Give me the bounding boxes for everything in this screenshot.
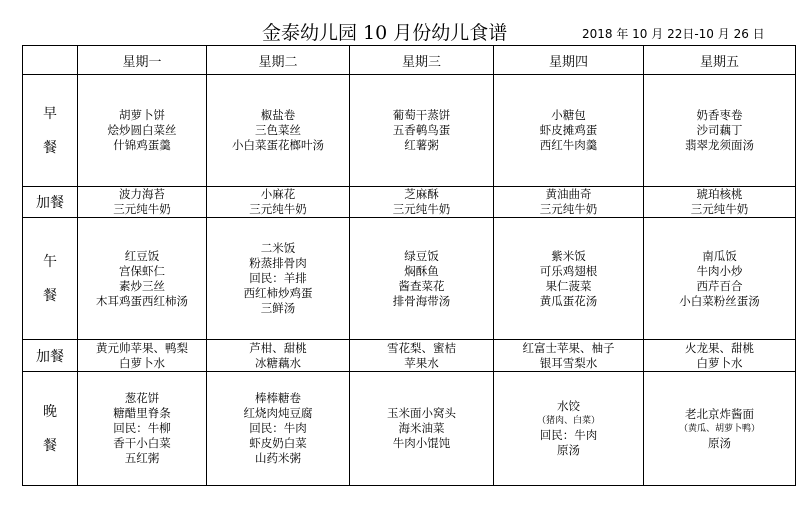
dish-item: 三元纯牛奶 bbox=[113, 202, 171, 216]
dish-item: 回民：羊排 bbox=[249, 271, 307, 285]
dish-item: 三元纯牛奶 bbox=[539, 202, 598, 216]
dish-item: 回民：牛肉 bbox=[539, 428, 598, 442]
meal-label bbox=[23, 75, 78, 187]
menu-cell bbox=[78, 75, 207, 187]
day-header: 星期三 bbox=[350, 46, 494, 75]
menu-cell bbox=[78, 187, 207, 218]
dish-item: 紫米饭 bbox=[551, 248, 586, 263]
dish-item: 虾皮奶白菜 bbox=[249, 436, 307, 450]
header-row bbox=[23, 46, 796, 75]
dish-item: 牛肉小炒 bbox=[696, 263, 743, 278]
meal-label bbox=[23, 340, 78, 372]
dish-item: 棒棒糖卷 bbox=[255, 391, 301, 405]
menu-cell bbox=[78, 218, 207, 340]
dish-item: 雪花梨、蜜桔 bbox=[387, 340, 456, 355]
meal-row bbox=[23, 218, 796, 340]
dish-item: 可乐鸡翅根 bbox=[539, 263, 598, 278]
dish-item: 胡萝卜饼 bbox=[119, 108, 165, 122]
date-range: 2018 年 10 月 22日-10 月 26 日 bbox=[582, 27, 765, 41]
day-header: 星期五 bbox=[644, 46, 796, 75]
day-header: 星期二 bbox=[207, 46, 350, 75]
dish-item: 牛肉小馄饨 bbox=[392, 436, 451, 450]
dish-item: 西红牛肉羹 bbox=[539, 138, 598, 152]
dish-item: 香干小白菜 bbox=[113, 436, 171, 450]
meal-label bbox=[23, 218, 78, 340]
dish-item: 南瓜饭 bbox=[702, 248, 737, 263]
meal-label bbox=[23, 372, 78, 486]
dish-item: 沙司藕丁 bbox=[696, 123, 743, 137]
dish-item: 苹果水 bbox=[404, 355, 439, 370]
dish-item: 山药米粥 bbox=[255, 451, 301, 465]
dish-item: 椒盐卷 bbox=[260, 108, 296, 122]
dish-item: 红薯粥 bbox=[404, 138, 439, 152]
menu-cell bbox=[207, 372, 350, 486]
menu-cell bbox=[207, 218, 350, 340]
dish-item: 粉蒸排骨肉 bbox=[249, 256, 307, 270]
dish-item: 回民：牛肉 bbox=[249, 421, 307, 435]
meal-label-text: 餐 bbox=[43, 139, 57, 156]
dish-item: 绿豆饭 bbox=[404, 248, 439, 263]
menu-cell bbox=[78, 340, 207, 372]
dish-item: 二米饭 bbox=[260, 241, 296, 255]
menu-cell bbox=[350, 372, 494, 486]
menu-cell bbox=[207, 187, 350, 218]
dish-item: 宫保虾仁 bbox=[119, 263, 165, 278]
dish-item: 黄瓜蛋花汤 bbox=[539, 293, 598, 308]
menu-cell bbox=[644, 187, 796, 218]
dish-item: 小白菜粉丝蛋汤 bbox=[679, 293, 760, 308]
dish-item: 什锦鸡蛋羹 bbox=[113, 138, 171, 152]
dish-item: 黄元帅苹果、鸭梨 bbox=[96, 340, 188, 355]
dish-item: 三鲜汤 bbox=[260, 301, 296, 315]
dish-item: 波力海苔 bbox=[119, 187, 165, 201]
dish-item: 回民：牛柳 bbox=[113, 421, 171, 435]
menu-cell bbox=[78, 372, 207, 486]
menu-cell bbox=[350, 340, 494, 372]
dish-item: （猪肉、白菜） bbox=[536, 416, 600, 426]
corner-cell bbox=[23, 46, 78, 75]
menu-cell bbox=[644, 340, 796, 372]
dish-item: 三元纯牛奶 bbox=[690, 202, 749, 216]
dish-item: 翡翠龙须面汤 bbox=[685, 138, 754, 152]
dish-item: 火龙果、甜桃 bbox=[685, 340, 754, 355]
dish-item: 黄油曲奇 bbox=[545, 187, 592, 201]
dish-item: 原汤 bbox=[557, 443, 580, 457]
dish-item: 小麻花 bbox=[260, 187, 296, 201]
meal-row bbox=[23, 340, 796, 372]
dish-item: 原汤 bbox=[708, 435, 731, 450]
meal-row bbox=[23, 372, 796, 486]
dish-item: 素炒三丝 bbox=[119, 278, 165, 293]
dish-item: 葱花饼 bbox=[124, 391, 160, 405]
meal-label-text: 午 bbox=[43, 253, 57, 270]
dish-item: 冰糖藕水 bbox=[255, 355, 301, 370]
menu-cell bbox=[644, 218, 796, 340]
dish-item: 木耳鸡蛋西红柿汤 bbox=[96, 293, 188, 308]
dish-item: 葡萄干蒸饼 bbox=[392, 108, 451, 122]
meal-label-text: 晚 bbox=[43, 403, 57, 420]
menu-cell bbox=[494, 75, 644, 187]
dish-item: 海米油菜 bbox=[398, 421, 445, 435]
meal-label-text: 早 bbox=[43, 105, 57, 122]
dish-item: 小白菜蛋花榔叶汤 bbox=[232, 138, 324, 152]
dish-item: 三元纯牛奶 bbox=[392, 202, 451, 216]
menu-cell bbox=[644, 372, 796, 486]
meal-label bbox=[23, 187, 78, 218]
dish-item: 红烧肉炖豆腐 bbox=[243, 406, 313, 420]
dish-item: 奶香枣卷 bbox=[696, 108, 743, 122]
dish-item: 白萝卜水 bbox=[696, 355, 743, 370]
menu-cell bbox=[207, 340, 350, 372]
menu-cell bbox=[494, 340, 644, 372]
dish-item: 三元纯牛奶 bbox=[249, 202, 307, 216]
dish-item: 银耳雪梨水 bbox=[539, 355, 598, 370]
menu-cell bbox=[350, 75, 494, 187]
dish-item: 五红粥 bbox=[124, 451, 160, 465]
menu-cell bbox=[350, 218, 494, 340]
day-header: 星期一 bbox=[78, 46, 207, 75]
dish-item: 红富士苹果、柚子 bbox=[522, 340, 615, 355]
dish-item: 五香鹌鸟蛋 bbox=[392, 123, 451, 137]
dish-item: 烩炒圆白菜丝 bbox=[107, 123, 177, 137]
page-title: 金泰幼儿园 10 月份幼儿食谱 bbox=[262, 22, 508, 44]
menu-cell bbox=[494, 372, 644, 486]
menu-cell bbox=[644, 75, 796, 187]
meal-label-text: 加餐 bbox=[36, 348, 64, 365]
dish-item: 老北京炸酱面 bbox=[685, 406, 754, 421]
meal-label-text: 餐 bbox=[43, 287, 57, 304]
dish-item: 果仁菠菜 bbox=[545, 278, 592, 293]
dish-item: 排骨海带汤 bbox=[392, 293, 451, 308]
dish-item: 小糖包 bbox=[551, 108, 586, 122]
meal-label-text: 餐 bbox=[43, 437, 57, 454]
dish-item: （黄瓜、胡萝卜鸭） bbox=[678, 423, 760, 434]
dish-item: 水饺 bbox=[557, 399, 580, 413]
dish-item: 焖酥鱼 bbox=[404, 263, 439, 278]
meal-row bbox=[23, 75, 796, 187]
dish-item: 三色菜丝 bbox=[255, 123, 301, 137]
menu-table bbox=[22, 45, 796, 486]
menu-cell bbox=[494, 218, 644, 340]
menu-cell bbox=[207, 75, 350, 187]
dish-item: 芦柑、甜桃 bbox=[249, 340, 307, 355]
dish-item: 琥珀核桃 bbox=[696, 187, 743, 201]
meal-row bbox=[23, 187, 796, 218]
dish-item: 芝麻酥 bbox=[404, 187, 439, 201]
menu-cell bbox=[494, 187, 644, 218]
dish-item: 酱查菜花 bbox=[398, 278, 445, 293]
meal-label-text: 加餐 bbox=[36, 195, 64, 211]
dish-item: 虾皮摊鸡蛋 bbox=[539, 123, 598, 137]
dish-item: 糖醋里脊条 bbox=[113, 406, 171, 420]
dish-item: 玉米面小窝头 bbox=[387, 406, 456, 420]
menu-cell bbox=[350, 187, 494, 218]
dish-item: 红豆饭 bbox=[124, 248, 160, 263]
dish-item: 白萝卜水 bbox=[119, 355, 165, 370]
dish-item: 西红柿炒鸡蛋 bbox=[243, 286, 313, 300]
dish-item: 西芹百合 bbox=[696, 278, 743, 293]
day-header: 星期四 bbox=[494, 46, 644, 75]
